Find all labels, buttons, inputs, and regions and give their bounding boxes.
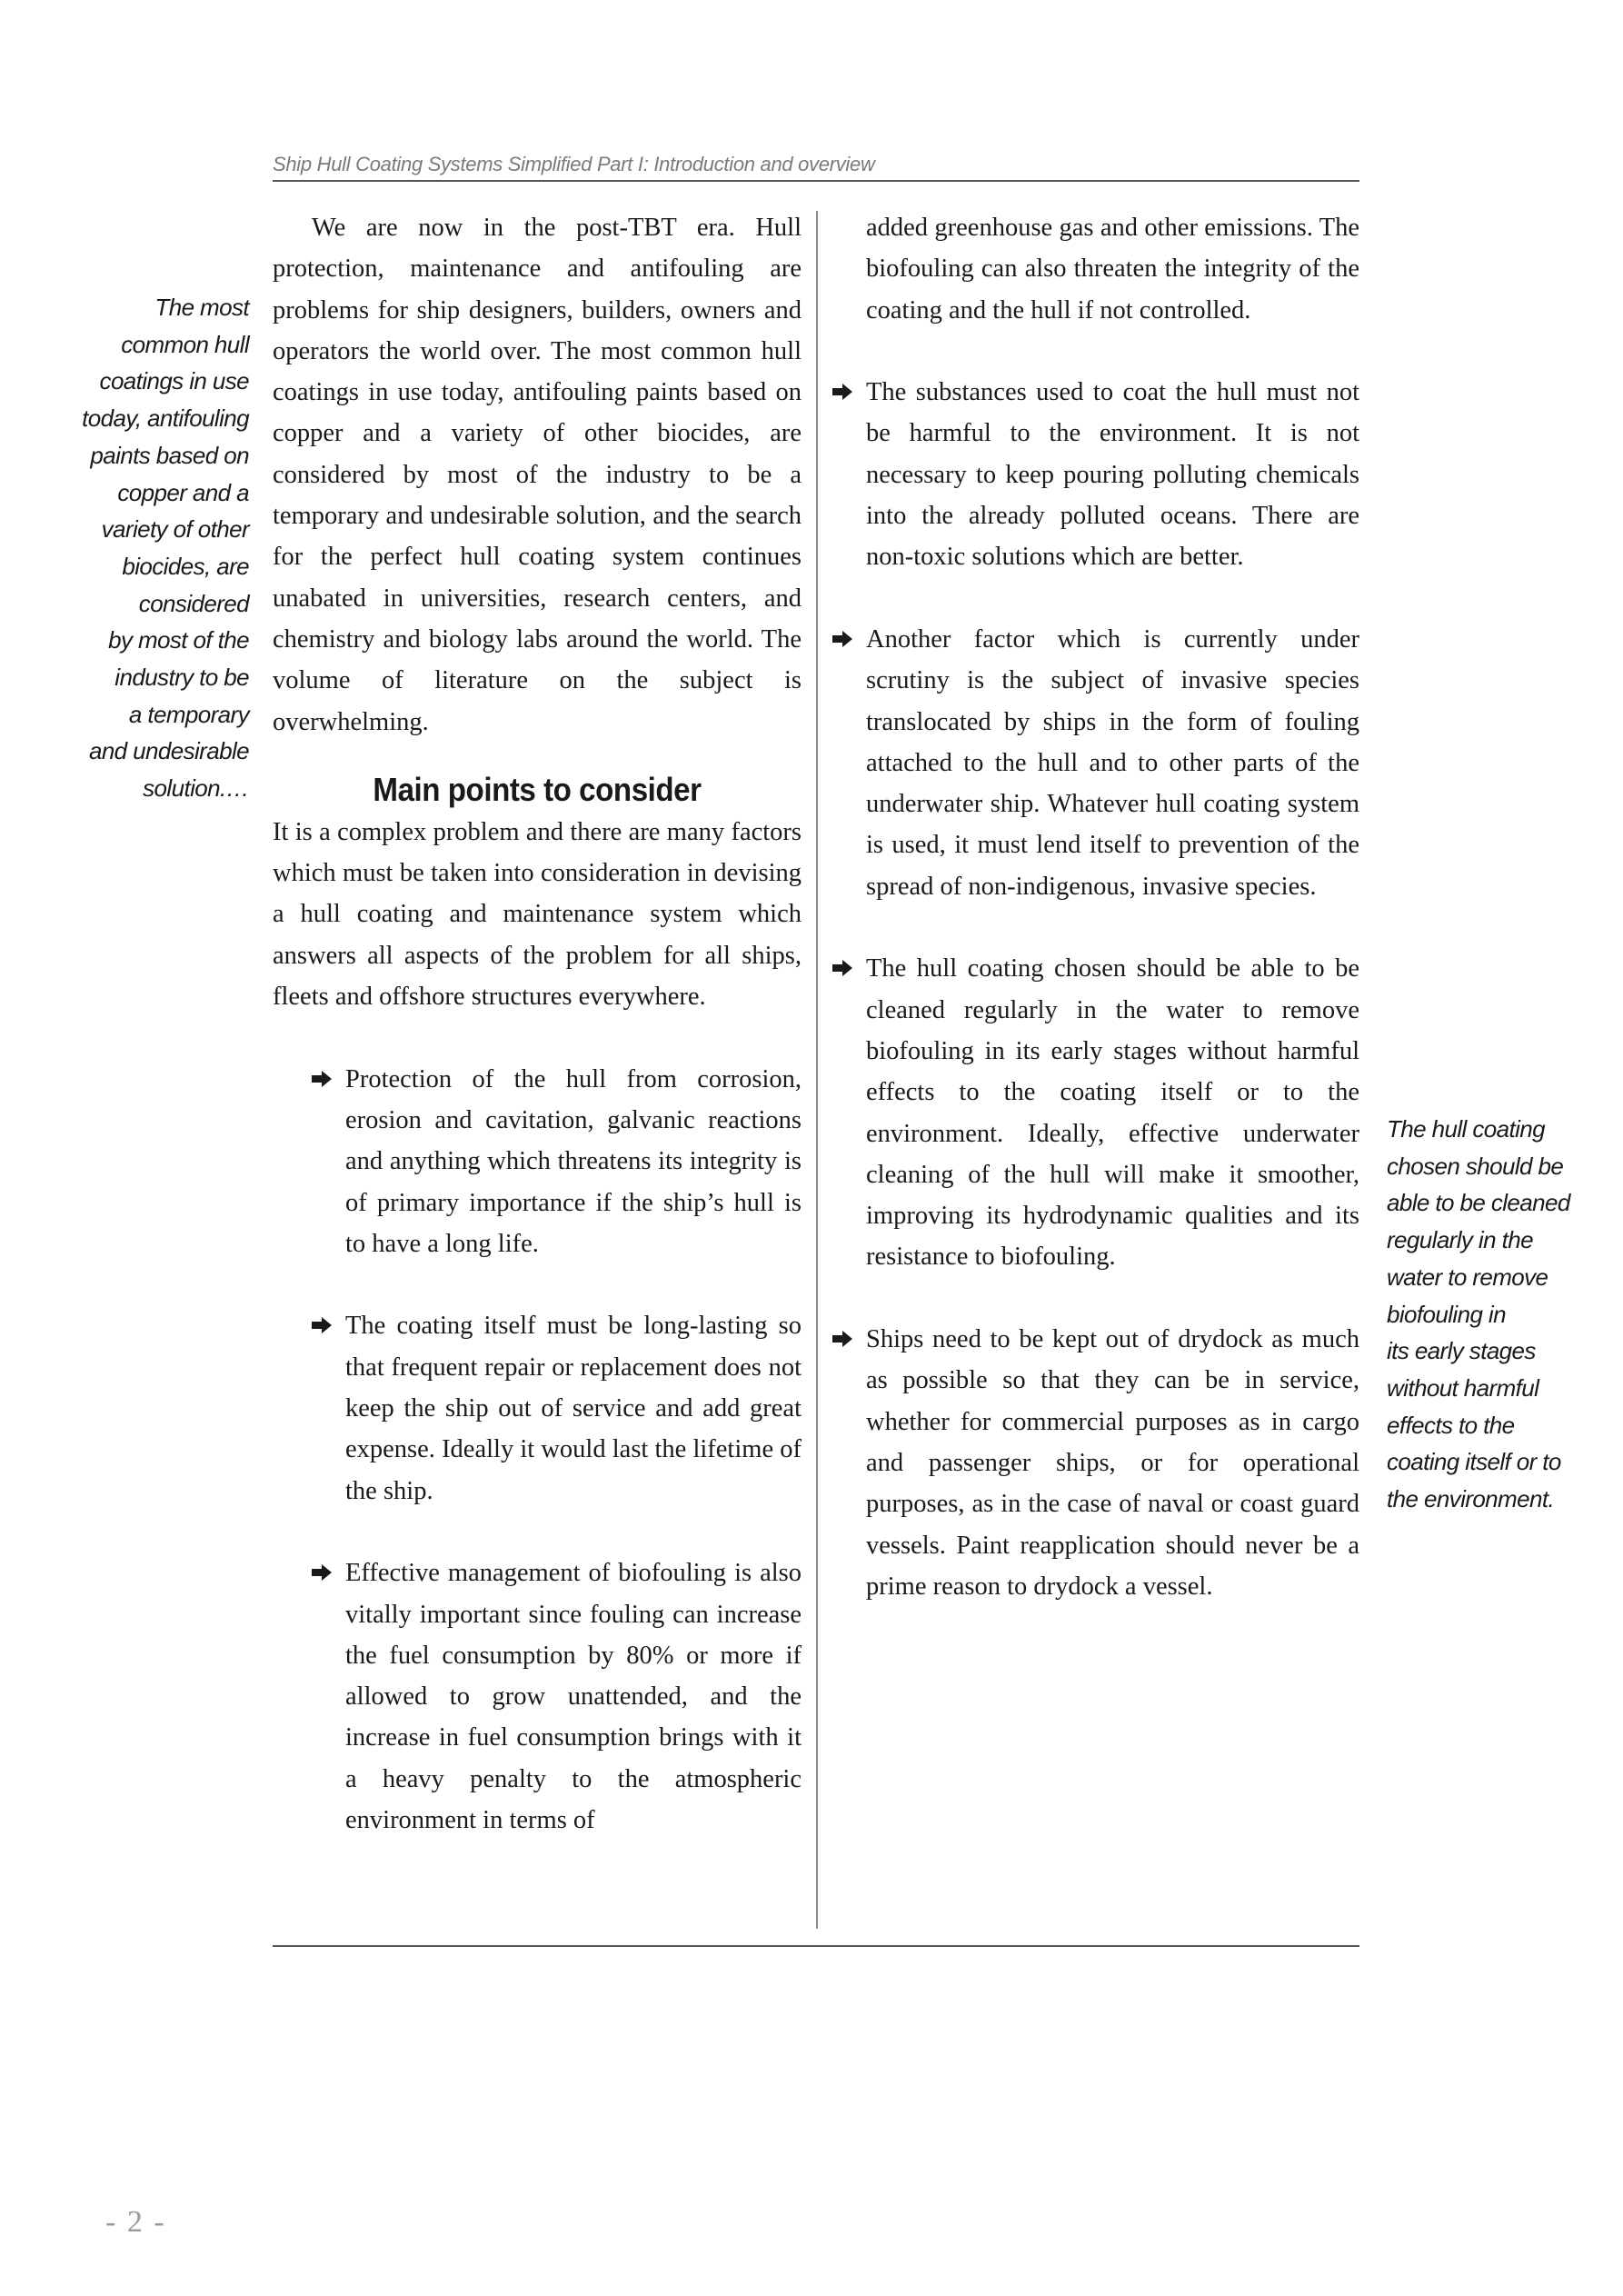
bullet-text: The substances used to coat the hull must not be harmful to the environment. It is not necessary to keep pouring polluting chemicals into the already polluted oceans. There are non-toxic solutions which are better. (866, 378, 1359, 572)
pull-quote-line: coating itself or to (1387, 1448, 1561, 1476)
left-column (273, 207, 802, 1841)
pull-quote-line: the environment. (1387, 1485, 1555, 1513)
bullet-text: Ships need to be kept out of drydock as much as possible so that they can be in service, whether for commercial purposes as in cargo and passenger ships, or for operational purposes, as in the case of naval or coast guard vessels. Paint reapplication should never be a prime reason to drydock a vessel. (866, 1325, 1359, 1601)
bullet-item (830, 372, 1359, 577)
bullet-text: Effective management of biofouling is also vitally important since fouling can increase the fuel consumption by 80% or more if allowed to grow unattended, and the increase in fuel consumption brings with it a heavy penalty to the atmospheric environment in terms of (345, 1559, 802, 1834)
pull-quote-line: today, antifouling (82, 404, 249, 433)
continuation-paragraph (830, 207, 1359, 331)
pull-quote-line: regularly in the (1387, 1226, 1533, 1254)
continuation-text: added greenhouse gas and other emissions. The biofouling can also threaten the integrity of the coating and the hull if not controlled. (866, 214, 1359, 324)
pull-quote-line: and undesirable (88, 737, 249, 765)
pull-quote-line: a temporary (128, 700, 249, 728)
pull-quote-line: industry to be (115, 664, 249, 692)
pull-quote-line: paints based on (90, 441, 249, 469)
right-arrow-icon (311, 1070, 333, 1088)
bullet-list (830, 207, 1359, 1607)
pull-quote-line: chosen should be (1387, 1152, 1564, 1180)
pull-quote-line: solution.… (143, 774, 249, 803)
pull-quote-line: copper and a (117, 478, 249, 506)
pull-quote-line: water to remove (1387, 1263, 1548, 1291)
pull-quote-line: its early stages (1387, 1337, 1536, 1365)
bullet-item (830, 948, 1359, 1277)
bullet-text: Protection of the hull from corrosion, erosion and cavitation, galvanic reactions and anything which threatens its integrity is of primary importance if the ship’s hull is to have a long life. (345, 1064, 802, 1258)
pull-quote-line: considered (138, 589, 249, 617)
pull-quote-line: able to be cleaned (1387, 1189, 1570, 1217)
pull-quote-line: biofouling in (1387, 1300, 1506, 1328)
running-header: Ship Hull Coating Systems Simplified Part I: Introduction and overview (273, 153, 1359, 182)
pull-quote-line: variety of other (101, 515, 249, 544)
pull-quote-line: effects to the (1387, 1411, 1515, 1439)
right-arrow-icon (831, 959, 853, 977)
bullet-list (273, 1059, 802, 1842)
right-arrow-icon (831, 383, 853, 401)
bullet-text: The coating itself must be long-lasting so that frequent repair or replacement does not keep the ship out of service and add great expense. Ideally it would last the lifetime of the ship. (345, 1312, 802, 1505)
bullet-item (309, 1305, 802, 1511)
section-heading: Main points to consider (373, 770, 702, 808)
bullet-item (830, 619, 1359, 907)
right-arrow-icon (831, 1330, 853, 1348)
pull-quote-line: coatings in use (99, 367, 249, 395)
right-column (830, 207, 1359, 1607)
pull-quote-line: common hull (121, 330, 249, 358)
right-arrow-icon (311, 1316, 333, 1334)
bullet-text: The hull coating chosen should be able to be cleaned regularly in the water to remove biofouling in its early stages without harmful effects to the coating itself or to the environment. Ideally, effective underwater cleaning of the hull will make it smoother, improving its hydrodynamic qualities and its resistance to biofouling. (866, 954, 1359, 1272)
right-arrow-icon (311, 1563, 333, 1582)
intro-paragraph: We are now in the post-TBT era. Hull protection, maintenance and antifouling are problems for ship designers, builders, owners and operators the world over. The most common hull coatings in use today, antifouling paints based on copper and a variety of other biocides, are considered by most of the industry to be a temporary and undesirable solution, and the search for the perfect hull coating system continues unabated in universities, research centers, and chemistry and biology labs around the world. The volume of literature on the subject is overwhelming. (273, 214, 802, 736)
pull-quote-line: biocides, are (122, 552, 249, 580)
page-number: - 2 - (105, 2205, 166, 2239)
bullet-text: Another factor which is currently under scrutiny is the subject of invasive species translocated by ships in the form of fouling attached to the hull and to other parts of the underwater ship. Whatever hull coating system is used, it must lend itself to prevention of the spread of non-indigenous, invasive species. (866, 624, 1359, 901)
bullet-item (309, 1552, 802, 1841)
right-arrow-icon (831, 630, 853, 648)
pull-quote-line: The most (154, 294, 249, 321)
pull-quote-line: The hull coating (1387, 1115, 1545, 1143)
bullet-item (309, 1059, 802, 1264)
bottom-rule (273, 1945, 1359, 1947)
right-pull-quote (1387, 1111, 1605, 1518)
column-divider (816, 211, 818, 1929)
pull-quote-line: by most of the (108, 626, 249, 654)
left-pull-quote (36, 289, 249, 807)
section-intro-paragraph: It is a complex problem and there are many factors which must be taken into consideration in devising a hull coating and maintenance system which answers all aspects of the problem for all ships, fleets and offshore structures everywhere. (273, 817, 802, 1012)
bullet-item (830, 1319, 1359, 1607)
pull-quote-line: without harmful (1387, 1373, 1539, 1402)
